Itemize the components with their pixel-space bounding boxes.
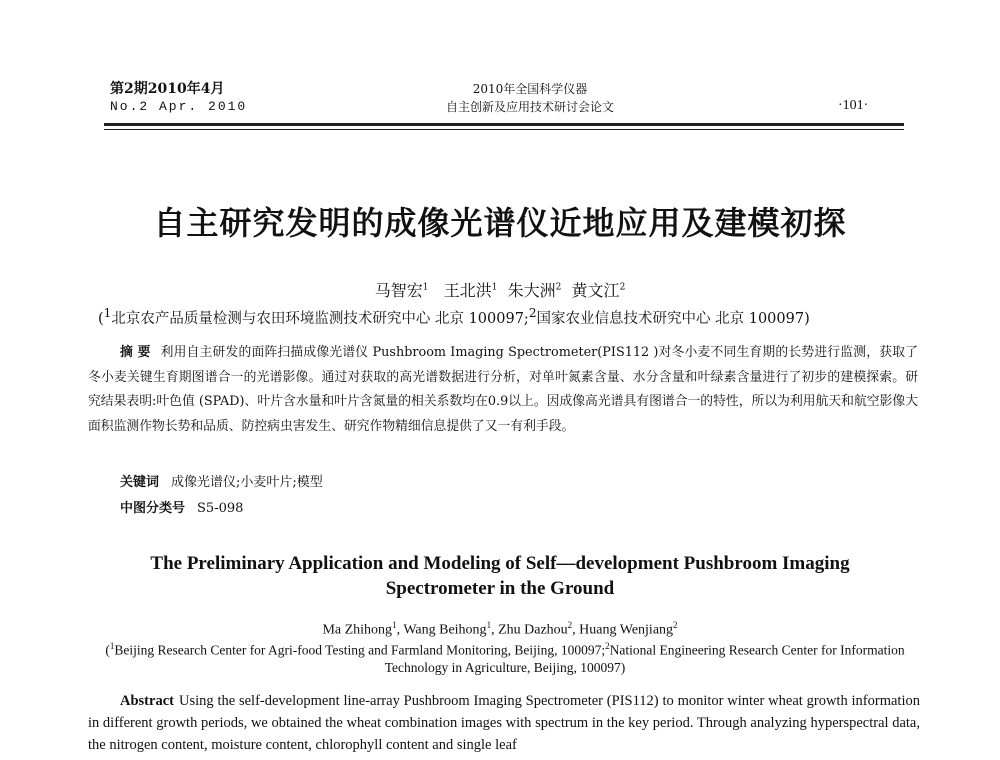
clc-cn-text: S5-098 [197, 501, 244, 516]
author-sup: 1 [392, 620, 397, 630]
running-header-center [330, 80, 730, 116]
author-sup: 2 [567, 620, 573, 630]
author-sup: 1 [422, 282, 429, 293]
abstract-cn-text: 利用自主研发的面阵扫描成像光谱仪 Pushbroom Imaging Spectrometer(PIS112 )对冬小麦不同生育期的长势进行监测，获取了冬小麦关键生育期图谱合一的光谱影像。通过对获取的高光谱数据进行分析，对单叶氮素含量、水分含量和叶绿素含量进行了初步的建模探索。研究结果表明:叶色值 (SPAD)、叶片含水量和叶片含氮量的相关系数均在0.9以上。因成像高光谱具有图谱合一的特性，所以为利用航天和航空影像大面积监测作物长势和品质、防控病虫害发生、研究作物精细信息提供了又一有利手段。 [88, 345, 918, 434]
header-rule-thick [104, 123, 904, 126]
abstract-en [88, 690, 920, 756]
affil-en-part1: Beijing Research Center for Agri-food Testing and Farmland Monitoring, Beijing, 100097; [114, 642, 606, 658]
authors-cn [100, 278, 900, 301]
abstract-cn-label: 摘 要 [120, 345, 151, 360]
author-sup: 2 [673, 620, 678, 630]
clc-cn [120, 497, 243, 516]
authors-en: Ma Zhihong$^1$, Wang Beihong$^1$, Zhu Dazhou$^2$, Huang Wenjiang$^2$ [322, 620, 678, 638]
running-header-left [110, 80, 247, 116]
title-en [100, 551, 900, 601]
author-en: Wang Beihong [403, 622, 487, 638]
affiliation-cn: ($^1$北京农产品质量检测与农田环境监测技术研究中心 北京 100097;$^2$国家农业信息技术研究中心 北京 100097) [98, 306, 810, 327]
keywords-cn [120, 471, 323, 490]
clc-cn-label: 中图分类号 [120, 501, 186, 516]
affil-sup: 2 [605, 641, 610, 651]
abstract-en-label: Abstract [120, 693, 174, 709]
author-cn: 朱大洲 [507, 281, 556, 300]
author-en: Ma Zhihong [322, 622, 393, 638]
abstract-en-text: Using the self-development line-array Pushbroom Imaging Spectrometer (PIS112) to monitor winter wheat growth information in different growth periods, we obtained the wheat combination images with spectrum in the key period. Through analyzing hyperspectral data, the nitrogen content, moisture content, chlorophyll content and single leaf [88, 693, 920, 753]
author-sup: 1 [491, 282, 498, 293]
title-cn: 自主研究发明的成像光谱仪近地应用及建模初探 [153, 204, 847, 242]
keywords-cn-label: 关键词 [120, 475, 160, 490]
issue-cn: 第2期2010年4月 [110, 81, 225, 97]
issue-en: No.2 Apr. 2010 [110, 99, 248, 114]
abstract-cn [88, 341, 918, 439]
affil-sup: 1 [109, 641, 115, 651]
author-en: Huang Wenjiang [579, 622, 674, 638]
affil-sup: 2 [528, 306, 537, 320]
author-en: Zhu Dazhou [498, 622, 568, 638]
affil-sup: 1 [103, 306, 112, 320]
author-sup: 2 [555, 282, 562, 293]
title-en-line-1: The Preliminary Application and Modeling of Self—development Pushbroom Imaging [150, 553, 850, 574]
affil-en-part2: National Engineering Research Center for Information Technology in Agriculture, Beijing, 100097 [384, 642, 905, 675]
author-cn: 黄文江 [571, 281, 620, 300]
author-cn: 马智宏 [374, 281, 423, 300]
affil-cn-part1: 北京农产品质量检测与农田环境监测技术研究中心 北京 100097; [111, 310, 529, 327]
author-cn: 王北洪 [443, 281, 492, 300]
author-sup: 2 [619, 282, 626, 293]
conference-line-2: 自主创新及应用技术研讨会论文 [445, 100, 614, 114]
affiliation-en: ($^1$Beijing Research Center for Agri-food Testing and Farmland Monitoring, Beijing, 100097;$^2$National Engineering Research Center for Information Technology in Agriculture, Beijing, 100097) [105, 641, 905, 675]
affil-cn-part2: 国家农业信息技术研究中心 北京 100097 [536, 310, 805, 327]
page-number: ·101· [838, 98, 869, 113]
author-sup: 1 [486, 620, 492, 630]
keywords-cn-text: 成像光谱仪;小麦叶片;模型 [171, 475, 323, 490]
title-en-line-2: Spectrometer in the Ground [385, 578, 615, 599]
header-rule-thin [104, 129, 904, 130]
conference-line-1: 2010年全国科学仪器 [472, 82, 588, 96]
